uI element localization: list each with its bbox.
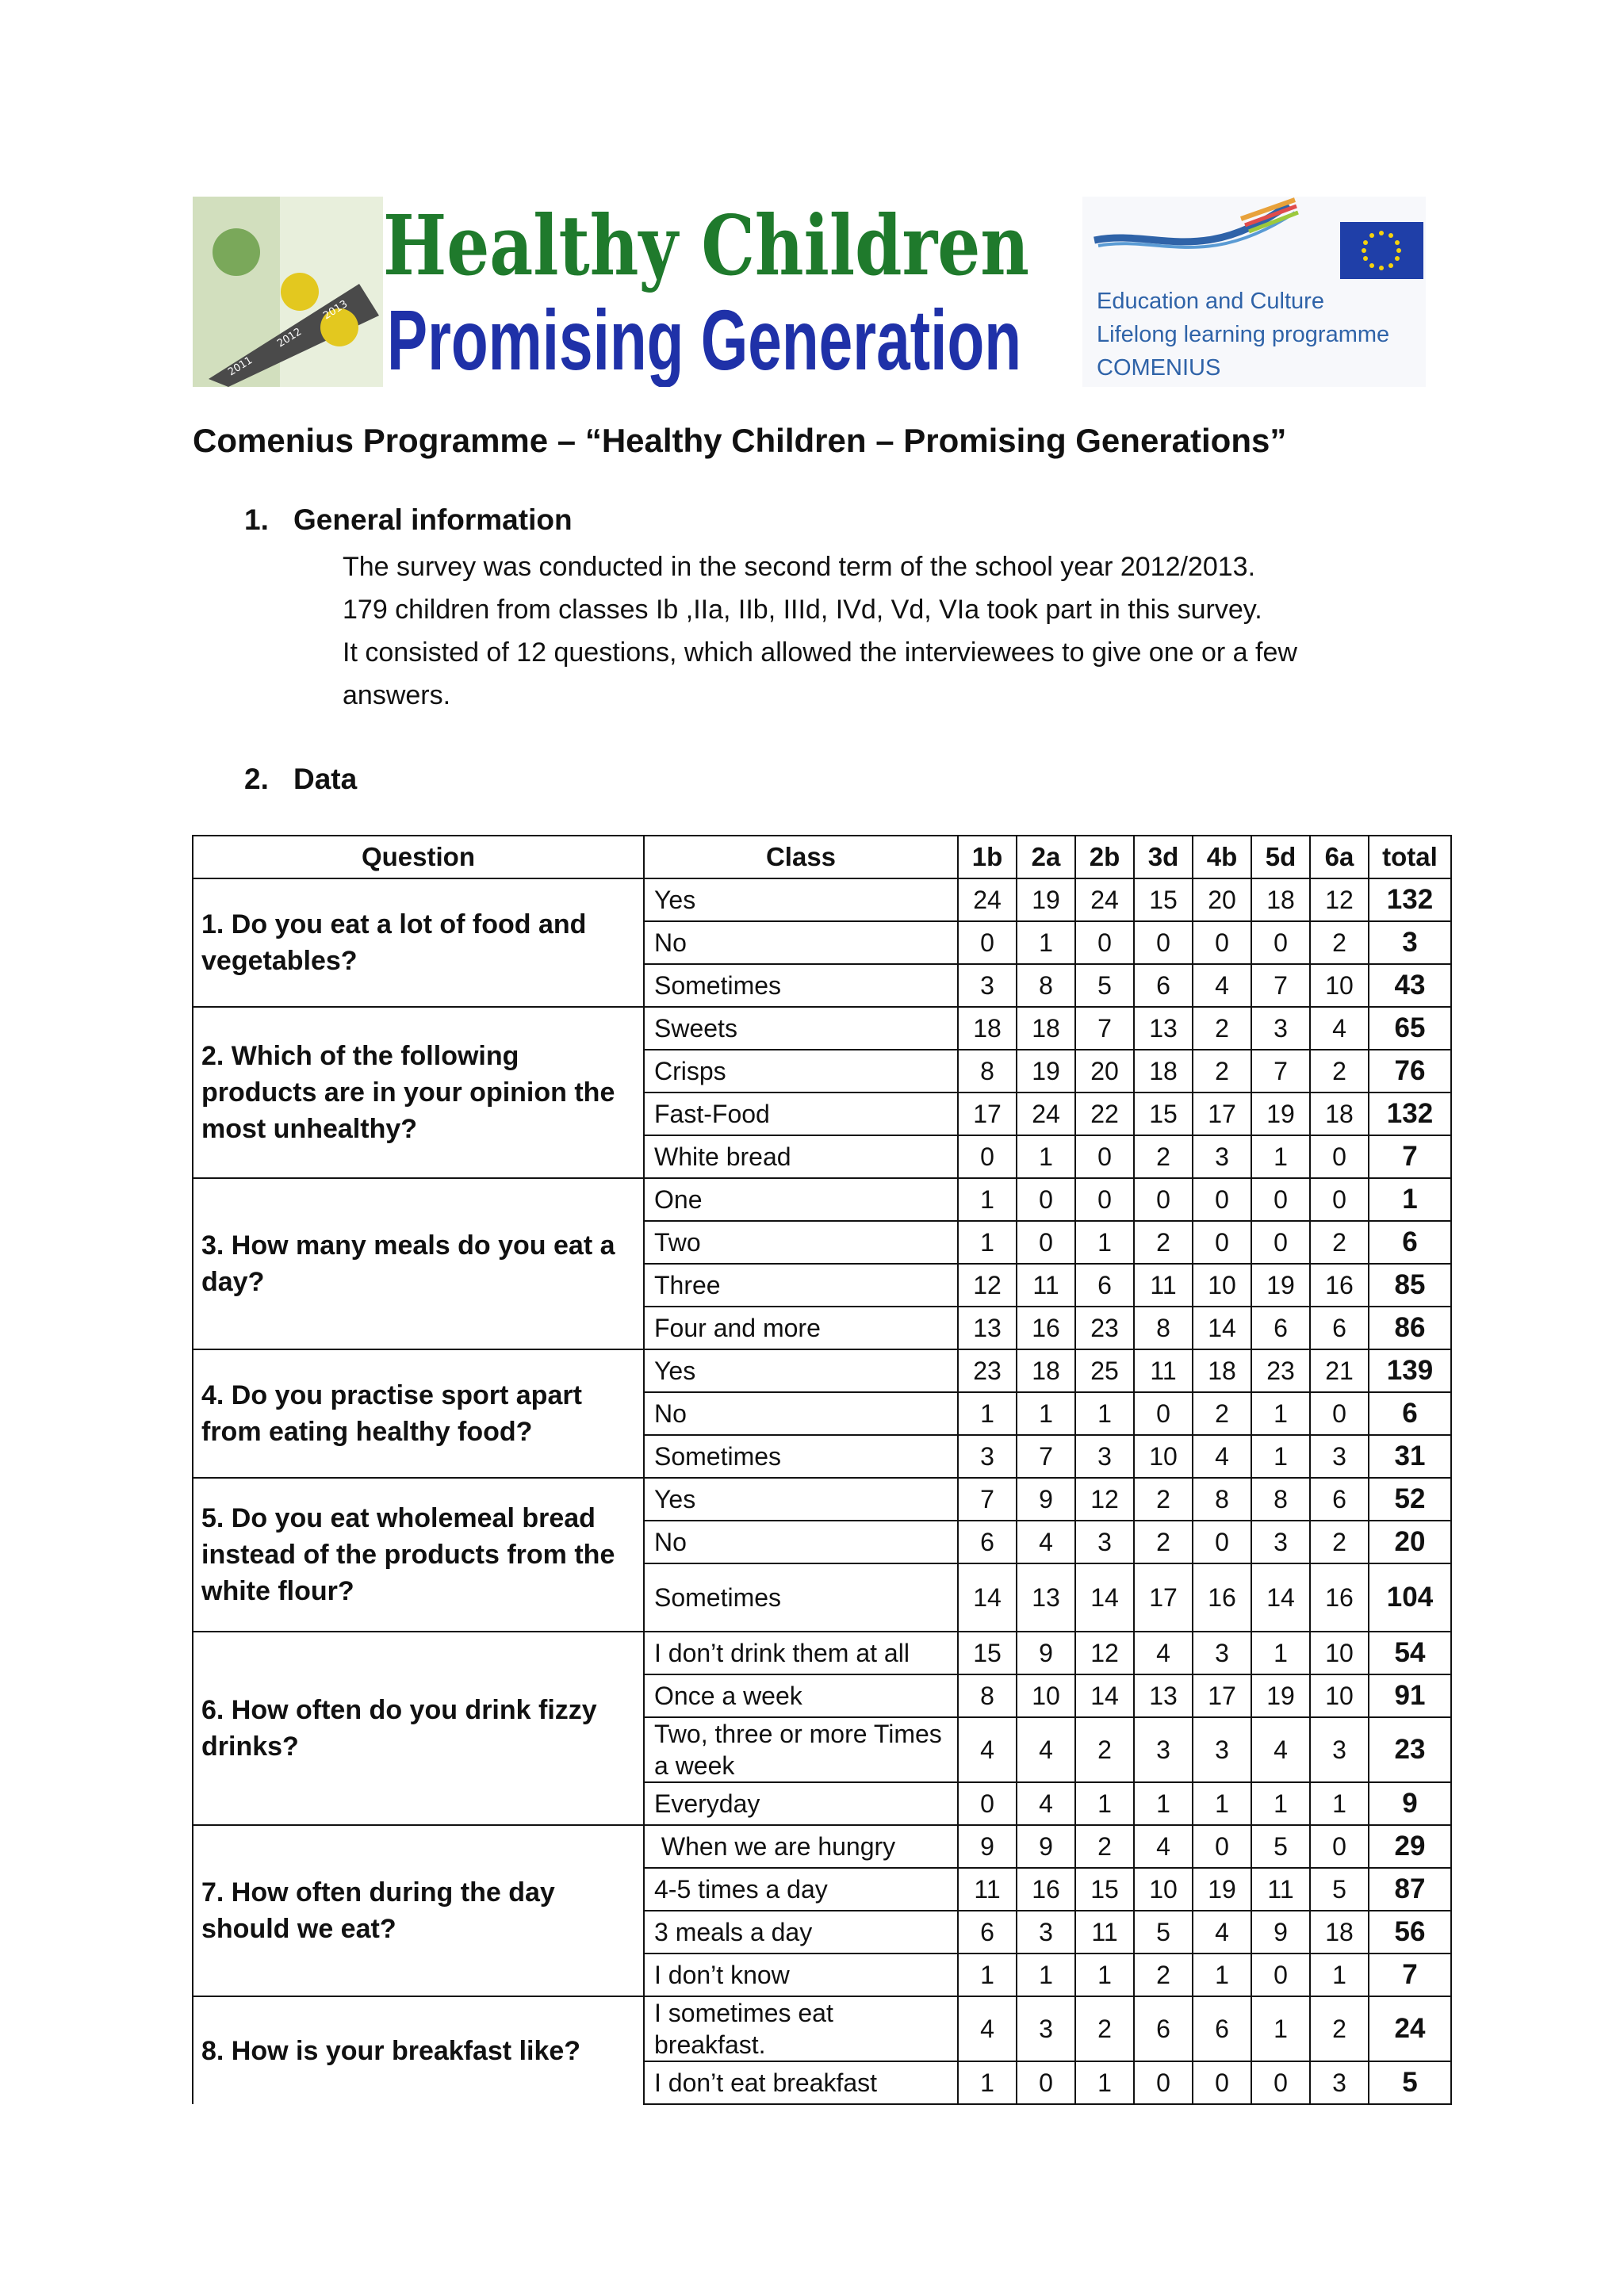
value-cell: 7: [1017, 1435, 1075, 1478]
section-general-heading: [244, 503, 573, 537]
answer-cell: I don’t know: [644, 1954, 958, 1996]
value-cell: 2: [1310, 1996, 1369, 2061]
value-cell: 10: [1310, 1674, 1369, 1717]
value-cell: 2: [1310, 921, 1369, 964]
total-cell: 56: [1369, 1911, 1451, 1954]
value-cell: 4: [958, 1717, 1017, 1782]
value-cell: 6: [1193, 1996, 1251, 2061]
answer-cell: Yes: [644, 1478, 958, 1521]
value-cell: 17: [958, 1093, 1017, 1135]
value-cell: 0: [958, 921, 1017, 964]
value-cell: 1: [1075, 1392, 1134, 1435]
column-header: 5d: [1251, 836, 1310, 878]
value-cell: 19: [1251, 1264, 1310, 1307]
value-cell: 23: [1075, 1307, 1134, 1349]
value-cell: 6: [1134, 1996, 1193, 2061]
value-cell: 10: [1310, 964, 1369, 1007]
column-header: Question: [193, 836, 644, 878]
value-cell: 1: [1310, 1782, 1369, 1825]
value-cell: 18: [1310, 1093, 1369, 1135]
answer-cell: Sometimes: [644, 1563, 958, 1632]
value-cell: 11: [1017, 1264, 1075, 1307]
value-cell: 0: [1251, 2061, 1310, 2104]
value-cell: 3: [958, 964, 1017, 1007]
total-cell: 3: [1369, 921, 1451, 964]
column-header: Class: [644, 836, 958, 878]
total-cell: 6: [1369, 1221, 1451, 1264]
value-cell: 0: [1251, 1178, 1310, 1221]
value-cell: 2: [1310, 1221, 1369, 1264]
table-row: [193, 1478, 1451, 1521]
section-title: Data: [293, 763, 358, 795]
value-cell: 3: [1310, 2061, 1369, 2104]
value-cell: 1: [1251, 1632, 1310, 1674]
value-cell: 0: [1017, 1221, 1075, 1264]
value-cell: 24: [1075, 878, 1134, 921]
value-cell: 23: [958, 1349, 1017, 1392]
value-cell: 2: [1075, 1717, 1134, 1782]
answer-cell: Four and more: [644, 1307, 958, 1349]
value-cell: 7: [1251, 964, 1310, 1007]
value-cell: 1: [1134, 1782, 1193, 1825]
value-cell: 1: [1251, 1996, 1310, 2061]
value-cell: 1: [958, 2061, 1017, 2104]
value-cell: 11: [1134, 1349, 1193, 1392]
table-row: [193, 1825, 1451, 1868]
value-cell: 16: [1193, 1563, 1251, 1632]
total-cell: 1: [1369, 1178, 1451, 1221]
value-cell: 0: [1134, 1392, 1193, 1435]
value-cell: 19: [1017, 878, 1075, 921]
value-cell: 14: [1075, 1563, 1134, 1632]
value-cell: 3: [1310, 1435, 1369, 1478]
value-cell: 25: [1075, 1349, 1134, 1392]
value-cell: 13: [1134, 1007, 1193, 1050]
value-cell: 0: [1193, 2061, 1251, 2104]
value-cell: 5: [1075, 964, 1134, 1007]
value-cell: 10: [1134, 1435, 1193, 1478]
value-cell: 1: [1193, 1954, 1251, 1996]
question-cell: 4. Do you practise sport apart from eating healthy food?: [193, 1349, 644, 1478]
answer-cell: One: [644, 1178, 958, 1221]
total-cell: 132: [1369, 878, 1451, 921]
question-cell: 5. Do you eat wholemeal bread instead of the products from the white flour?: [193, 1478, 644, 1632]
drawing-year-1: 2011: [226, 354, 255, 379]
value-cell: 4: [1193, 964, 1251, 1007]
value-cell: 17: [1193, 1093, 1251, 1135]
value-cell: 19: [1251, 1093, 1310, 1135]
info-line-3: It consisted of 12 questions, which allowed the interviewees to give one or a few: [343, 637, 1297, 668]
value-cell: 4: [1193, 1911, 1251, 1954]
value-cell: 8: [958, 1674, 1017, 1717]
answer-cell: Sometimes: [644, 1435, 958, 1478]
table-row: [193, 878, 1451, 921]
value-cell: 21: [1310, 1349, 1369, 1392]
value-cell: 1: [1075, 1782, 1134, 1825]
value-cell: 19: [1193, 1868, 1251, 1911]
value-cell: 4: [1017, 1521, 1075, 1563]
total-cell: 5: [1369, 2061, 1451, 2104]
total-cell: 86: [1369, 1307, 1451, 1349]
answer-cell: Two, three or more Times a week: [644, 1717, 958, 1782]
value-cell: 5: [1310, 1868, 1369, 1911]
total-cell: 139: [1369, 1349, 1451, 1392]
value-cell: 18: [1017, 1007, 1075, 1050]
total-cell: 65: [1369, 1007, 1451, 1050]
value-cell: 16: [1310, 1563, 1369, 1632]
value-cell: 0: [1193, 1521, 1251, 1563]
value-cell: 0: [1134, 2061, 1193, 2104]
value-cell: 12: [1075, 1632, 1134, 1674]
value-cell: 20: [1075, 1050, 1134, 1093]
column-header: 2b: [1075, 836, 1134, 878]
value-cell: 0: [958, 1782, 1017, 1825]
value-cell: 9: [1251, 1911, 1310, 1954]
question-cell: 3. How many meals do you eat a day?: [193, 1178, 644, 1349]
value-cell: 20: [1193, 878, 1251, 921]
value-cell: 2: [1075, 1825, 1134, 1868]
value-cell: 16: [1310, 1264, 1369, 1307]
value-cell: 10: [1193, 1264, 1251, 1307]
value-cell: 1: [1193, 1782, 1251, 1825]
section-number: 2.: [244, 763, 269, 795]
value-cell: 17: [1193, 1674, 1251, 1717]
answer-cell: White bread: [644, 1135, 958, 1178]
total-cell: 6: [1369, 1392, 1451, 1435]
table-row: [193, 1178, 1451, 1221]
value-cell: 9: [958, 1825, 1017, 1868]
value-cell: 6: [1310, 1307, 1369, 1349]
value-cell: 1: [958, 1392, 1017, 1435]
column-header: 6a: [1310, 836, 1369, 878]
table-row: [193, 1996, 1451, 2061]
value-cell: 9: [1017, 1478, 1075, 1521]
table-row: [193, 1349, 1451, 1392]
value-cell: 0: [1310, 1178, 1369, 1221]
value-cell: 23: [1251, 1349, 1310, 1392]
answer-cell: Yes: [644, 1349, 958, 1392]
value-cell: 1: [958, 1221, 1017, 1264]
value-cell: 7: [1075, 1007, 1134, 1050]
info-line-4: answers.: [343, 680, 451, 710]
eu-line-comenius: COMENIUS: [1097, 355, 1221, 381]
answer-cell: Yes: [644, 878, 958, 921]
logo-title-line1: Healthy Children: [383, 197, 1029, 294]
value-cell: 24: [1017, 1093, 1075, 1135]
value-cell: 18: [1134, 1050, 1193, 1093]
question-cell: 1. Do you eat a lot of food and vegetables?: [193, 878, 644, 1007]
value-cell: 2: [1134, 1478, 1193, 1521]
value-cell: 0: [1075, 1178, 1134, 1221]
answer-cell: When we are hungry: [644, 1825, 958, 1868]
table-header-row: [193, 836, 1451, 878]
value-cell: 6: [1134, 964, 1193, 1007]
answer-cell: I don’t drink them at all: [644, 1632, 958, 1674]
value-cell: 0: [1251, 1954, 1310, 1996]
value-cell: 4: [1134, 1632, 1193, 1674]
value-cell: 0: [1193, 921, 1251, 964]
fruit-drawing: [213, 228, 260, 276]
answer-cell: No: [644, 1392, 958, 1435]
value-cell: 2: [1310, 1521, 1369, 1563]
total-cell: 9: [1369, 1782, 1451, 1825]
value-cell: 0: [1251, 921, 1310, 964]
value-cell: 3: [958, 1435, 1017, 1478]
value-cell: 4: [1310, 1007, 1369, 1050]
value-cell: 4: [1251, 1717, 1310, 1782]
column-header: 3d: [1134, 836, 1193, 878]
value-cell: 18: [1017, 1349, 1075, 1392]
value-cell: 18: [1193, 1349, 1251, 1392]
total-cell: 104: [1369, 1563, 1451, 1632]
value-cell: 1: [958, 1954, 1017, 1996]
answer-cell: No: [644, 921, 958, 964]
survey-data-table: [192, 835, 1452, 2105]
value-cell: 5: [1134, 1911, 1193, 1954]
value-cell: 9: [1017, 1825, 1075, 1868]
total-cell: 24: [1369, 1996, 1451, 2061]
value-cell: 4: [1193, 1435, 1251, 1478]
value-cell: 10: [1310, 1632, 1369, 1674]
total-cell: 52: [1369, 1478, 1451, 1521]
column-header: 2a: [1017, 836, 1075, 878]
section-title: General information: [293, 503, 573, 536]
value-cell: 1: [1017, 1954, 1075, 1996]
value-cell: 15: [958, 1632, 1017, 1674]
value-cell: 19: [1251, 1674, 1310, 1717]
value-cell: 7: [1251, 1050, 1310, 1093]
value-cell: 13: [1017, 1563, 1075, 1632]
value-cell: 0: [1017, 2061, 1075, 2104]
value-cell: 0: [1193, 1221, 1251, 1264]
value-cell: 10: [1017, 1674, 1075, 1717]
value-cell: 11: [1075, 1911, 1134, 1954]
value-cell: 2: [1193, 1050, 1251, 1093]
answer-cell: Three: [644, 1264, 958, 1307]
value-cell: 19: [1017, 1050, 1075, 1093]
value-cell: 13: [958, 1307, 1017, 1349]
value-cell: 14: [1075, 1674, 1134, 1717]
value-cell: 1: [1075, 1221, 1134, 1264]
value-cell: 3: [1075, 1521, 1134, 1563]
question-cell: 8. How is your breakfast like?: [193, 1996, 644, 2104]
value-cell: 15: [1075, 1868, 1134, 1911]
drawing-year-2: 2012: [275, 326, 304, 350]
total-cell: 43: [1369, 964, 1451, 1007]
table-row: [193, 1007, 1451, 1050]
value-cell: 3: [1310, 1717, 1369, 1782]
answer-cell: Two: [644, 1221, 958, 1264]
value-cell: 2: [1134, 1135, 1193, 1178]
answer-cell: Everyday: [644, 1782, 958, 1825]
value-cell: 11: [1134, 1264, 1193, 1307]
value-cell: 14: [958, 1563, 1017, 1632]
value-cell: 9: [1017, 1632, 1075, 1674]
value-cell: 18: [1251, 878, 1310, 921]
answer-cell: Fast-Food: [644, 1093, 958, 1135]
answer-cell: I don’t eat breakfast: [644, 2061, 958, 2104]
value-cell: 3: [1134, 1717, 1193, 1782]
eu-line-lifelong: Lifelong learning programme: [1097, 322, 1390, 347]
value-cell: 6: [1251, 1307, 1310, 1349]
value-cell: 8: [1193, 1478, 1251, 1521]
eu-swoosh-and-flag: [1082, 197, 1426, 292]
column-header: total: [1369, 836, 1451, 878]
value-cell: 0: [958, 1135, 1017, 1178]
document-title: Comenius Programme – “Healthy Children – Promising Generations”: [193, 422, 1287, 459]
value-cell: 0: [1075, 1135, 1134, 1178]
section-data-heading: [244, 763, 357, 796]
value-cell: 14: [1193, 1307, 1251, 1349]
value-cell: 0: [1017, 1178, 1075, 1221]
orange-drawing: [281, 273, 319, 311]
value-cell: 0: [1310, 1392, 1369, 1435]
info-line-2: 179 children from classes Ib ,IIa, IIb, IIId, IVd, Vd, VIa took part in this survey.: [343, 595, 1262, 625]
total-cell: 76: [1369, 1050, 1451, 1093]
value-cell: 4: [1134, 1825, 1193, 1868]
answer-cell: No: [644, 1521, 958, 1563]
value-cell: 0: [1134, 1178, 1193, 1221]
value-cell: 8: [1017, 964, 1075, 1007]
value-cell: 11: [1251, 1868, 1310, 1911]
value-cell: 1: [1251, 1135, 1310, 1178]
value-cell: 4: [1017, 1717, 1075, 1782]
eu-line-education: Education and Culture: [1097, 289, 1324, 314]
answer-cell: Once a week: [644, 1674, 958, 1717]
general-info-text: [343, 545, 1405, 717]
value-cell: 7: [958, 1478, 1017, 1521]
value-cell: 0: [1193, 1178, 1251, 1221]
value-cell: 18: [1310, 1911, 1369, 1954]
value-cell: 0: [1310, 1825, 1369, 1868]
value-cell: 3: [1193, 1632, 1251, 1674]
value-cell: 10: [1134, 1868, 1193, 1911]
total-cell: 54: [1369, 1632, 1451, 1674]
value-cell: 1: [1310, 1954, 1369, 1996]
question-cell: 2. Which of the following products are in your opinion the most unhealthy?: [193, 1007, 644, 1178]
answer-cell: I sometimes eat breakfast.: [644, 1996, 958, 2061]
table-row: [193, 1632, 1451, 1674]
value-cell: 3: [1017, 1911, 1075, 1954]
value-cell: 14: [1251, 1563, 1310, 1632]
value-cell: 1: [1075, 2061, 1134, 2104]
answer-cell: 3 meals a day: [644, 1911, 958, 1954]
value-cell: 0: [1251, 1221, 1310, 1264]
total-cell: 87: [1369, 1868, 1451, 1911]
value-cell: 8: [958, 1050, 1017, 1093]
value-cell: 1: [1251, 1392, 1310, 1435]
value-cell: 13: [1134, 1674, 1193, 1717]
value-cell: 12: [958, 1264, 1017, 1307]
value-cell: 3: [1251, 1007, 1310, 1050]
value-cell: 3: [1075, 1435, 1134, 1478]
project-logo: [193, 197, 1045, 387]
question-cell: 6. How often do you drink fizzy drinks?: [193, 1632, 644, 1825]
value-cell: 11: [958, 1868, 1017, 1911]
value-cell: 1: [958, 1178, 1017, 1221]
answer-cell: Sweets: [644, 1007, 958, 1050]
eu-comenius-logo: [1082, 197, 1426, 387]
header-banner: [193, 197, 1426, 387]
value-cell: 1: [1075, 1954, 1134, 1996]
total-cell: 29: [1369, 1825, 1451, 1868]
value-cell: 2: [1134, 1954, 1193, 1996]
value-cell: 0: [1310, 1135, 1369, 1178]
value-cell: 12: [1075, 1478, 1134, 1521]
value-cell: 17: [1134, 1563, 1193, 1632]
section-number: 1.: [244, 503, 269, 536]
column-header: 4b: [1193, 836, 1251, 878]
value-cell: 3: [1193, 1717, 1251, 1782]
value-cell: 6: [1075, 1264, 1134, 1307]
total-cell: 91: [1369, 1674, 1451, 1717]
value-cell: 2: [1193, 1392, 1251, 1435]
value-cell: 24: [958, 878, 1017, 921]
value-cell: 12: [1310, 878, 1369, 921]
total-cell: 20: [1369, 1521, 1451, 1563]
value-cell: 3: [1193, 1135, 1251, 1178]
value-cell: 1: [1017, 1135, 1075, 1178]
value-cell: 0: [1134, 921, 1193, 964]
value-cell: 2: [1310, 1050, 1369, 1093]
table-body: [193, 878, 1451, 2104]
value-cell: 6: [958, 1521, 1017, 1563]
value-cell: 15: [1134, 878, 1193, 921]
value-cell: 18: [958, 1007, 1017, 1050]
value-cell: 4: [958, 1996, 1017, 2061]
value-cell: 3: [1017, 1996, 1075, 2061]
value-cell: 6: [958, 1911, 1017, 1954]
value-cell: 22: [1075, 1093, 1134, 1135]
drawing-year-3: 2013: [321, 298, 350, 323]
value-cell: 6: [1310, 1478, 1369, 1521]
column-header: 1b: [958, 836, 1017, 878]
answer-cell: Sometimes: [644, 964, 958, 1007]
total-cell: 132: [1369, 1093, 1451, 1135]
value-cell: 3: [1251, 1521, 1310, 1563]
value-cell: 16: [1017, 1307, 1075, 1349]
value-cell: 8: [1134, 1307, 1193, 1349]
value-cell: 0: [1193, 1825, 1251, 1868]
value-cell: 1: [1251, 1435, 1310, 1478]
value-cell: 2: [1193, 1007, 1251, 1050]
value-cell: 16: [1017, 1868, 1075, 1911]
value-cell: 0: [1075, 921, 1134, 964]
value-cell: 4: [1017, 1782, 1075, 1825]
value-cell: 2: [1134, 1221, 1193, 1264]
info-line-1: The survey was conducted in the second term of the school year 2012/2013.: [343, 552, 1256, 582]
value-cell: 1: [1017, 921, 1075, 964]
total-cell: 31: [1369, 1435, 1451, 1478]
answer-cell: Crisps: [644, 1050, 958, 1093]
value-cell: 2: [1075, 1996, 1134, 2061]
value-cell: 1: [1017, 1392, 1075, 1435]
answer-cell: 4-5 times a day: [644, 1868, 958, 1911]
value-cell: 5: [1251, 1825, 1310, 1868]
value-cell: 8: [1251, 1478, 1310, 1521]
question-cell: 7. How often during the day should we eat?: [193, 1825, 644, 1996]
total-cell: 23: [1369, 1717, 1451, 1782]
total-cell: 7: [1369, 1135, 1451, 1178]
eu-flag-icon: [1340, 222, 1423, 279]
value-cell: 15: [1134, 1093, 1193, 1135]
logo-title-line2: Promising Generation: [387, 292, 1021, 387]
value-cell: 1: [1251, 1782, 1310, 1825]
value-cell: 2: [1134, 1521, 1193, 1563]
total-cell: 7: [1369, 1954, 1451, 1996]
total-cell: 85: [1369, 1264, 1451, 1307]
